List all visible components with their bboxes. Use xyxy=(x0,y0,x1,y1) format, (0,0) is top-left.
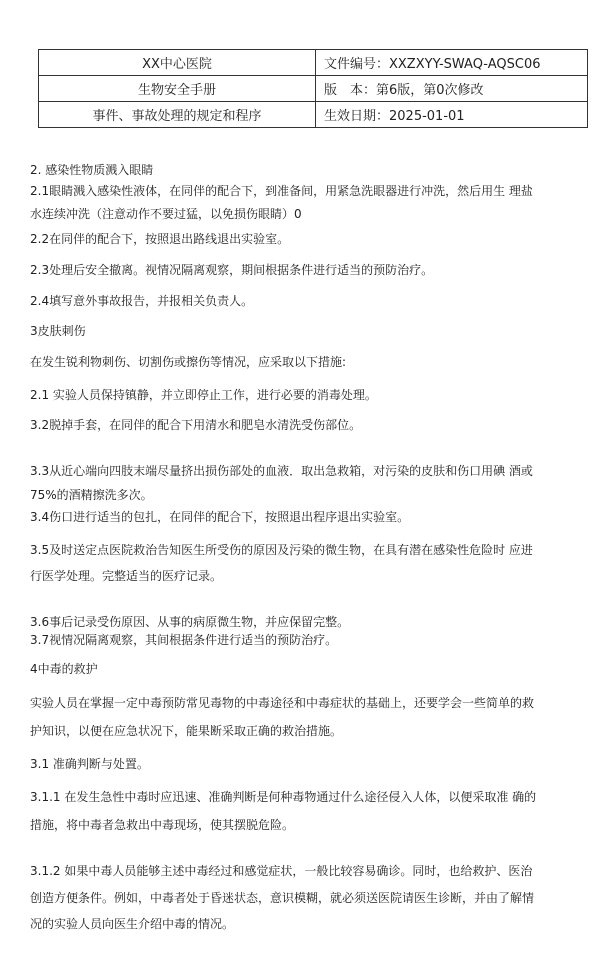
section-heading-skin: 3皮肤刺伤 xyxy=(30,324,86,338)
body-line: 75%的酒精擦洗多次。 xyxy=(30,488,153,502)
body-line: 2.3处理后安全撤离。视情况隔离观察，期间根据条件进行适当的预防治疗。 xyxy=(30,263,434,277)
body-line: 3.1.2 如果中毒人员能够主述中毒经过和感觉症状，一般比较容易确诊。同时，也给救护、医治 xyxy=(30,864,533,878)
document-number: 文件编号：XXZXYY-SWAQ-AQSC06 xyxy=(316,50,588,76)
body-line: 措施，将中毒者急救出中毒现场，使其摆脱危险。 xyxy=(30,818,295,832)
body-line: 3.4伤口进行适当的包扎，在同伴的配合下，按照退出程序退出实验室。 xyxy=(30,510,410,524)
body-line: 3.7视情况隔离观察，其间根据条件进行适当的预防治疗。 xyxy=(30,633,338,647)
body-line: 3.6事后记录受伤原因、从事的病原微生物，并应保留完整。 xyxy=(30,615,350,629)
body-line: 3.5及时送定点医院救治告知医生所受伤的原因及污染的微生物，在具有潜在感染性危险时 应进 xyxy=(30,543,533,557)
section-heading-poison: 4中毒的救护 xyxy=(30,662,98,676)
body-line: 水连续冲洗（注意动作不要过猛，以免损伤眼睛）0 xyxy=(30,207,302,221)
body-line: 2.1 实验人员保持镇静，并立即停止工作，进行必要的消毒处理。 xyxy=(30,388,377,402)
version-info: 版 本：第6版，第0次修改 xyxy=(316,76,588,102)
hospital-name: XX中心医院 xyxy=(39,50,316,76)
body-line: 3.1 准确判断与处置。 xyxy=(30,757,149,771)
document-title: 事件、事故处理的规定和程序 xyxy=(39,102,316,128)
body-line: 护知识，以便在应急状况下，能果断采取正确的救治措施。 xyxy=(30,724,343,738)
body-line: 2.4填写意外事故报告，并报相关负责人。 xyxy=(30,294,254,308)
body-line: 3.1.1 在发生急性中毒时应迅速、准确判断是何种毒物通过什么途径侵入人体，以便采取准 确的 xyxy=(30,790,537,804)
effective-date: 生效日期：2025-01-01 xyxy=(316,102,588,128)
body-line: 在发生锐利物刺伤、切割伤或擦伤等情况，应采取以下措施: xyxy=(30,355,347,369)
section-heading-eye: 2. 感染性物质溅入眼睛 xyxy=(30,163,154,177)
body-line: 行医学处理。完整适当的医疗记录。 xyxy=(30,569,223,583)
body-line: 况的实验人员向医生介绍中毒的情况。 xyxy=(30,917,235,931)
document-header-table xyxy=(38,49,588,128)
manual-name: 生物安全手册 xyxy=(39,76,316,102)
body-line: 3.2脱掉手套，在同伴的配合下用清水和肥皂水清洗受伤部位。 xyxy=(30,418,362,432)
body-line: 2.2在同伴的配合下，按照退出路线退出实验室。 xyxy=(30,232,290,246)
body-line: 3.3从近心端向四肢末端尽量挤出损伤部处的血液．取出急救箱，对污染的皮肤和伤口用碘 酒或 xyxy=(30,464,533,478)
body-line: 2.1眼睛溅入感染性液体，在同伴的配合下，到准备间，用紧急洗眼器进行冲洗，然后用生 理盐 xyxy=(30,184,533,198)
body-line: 创造方便条件。例如，中毒者处于昏迷状态，意识模糊，就必须送医院请医生诊断，并由了解情 xyxy=(30,891,535,905)
body-line: 实验人员在掌握一定中毒预防常见毒物的中毒途径和中毒症状的基础上，还要学会一些简单的救 xyxy=(30,696,535,710)
